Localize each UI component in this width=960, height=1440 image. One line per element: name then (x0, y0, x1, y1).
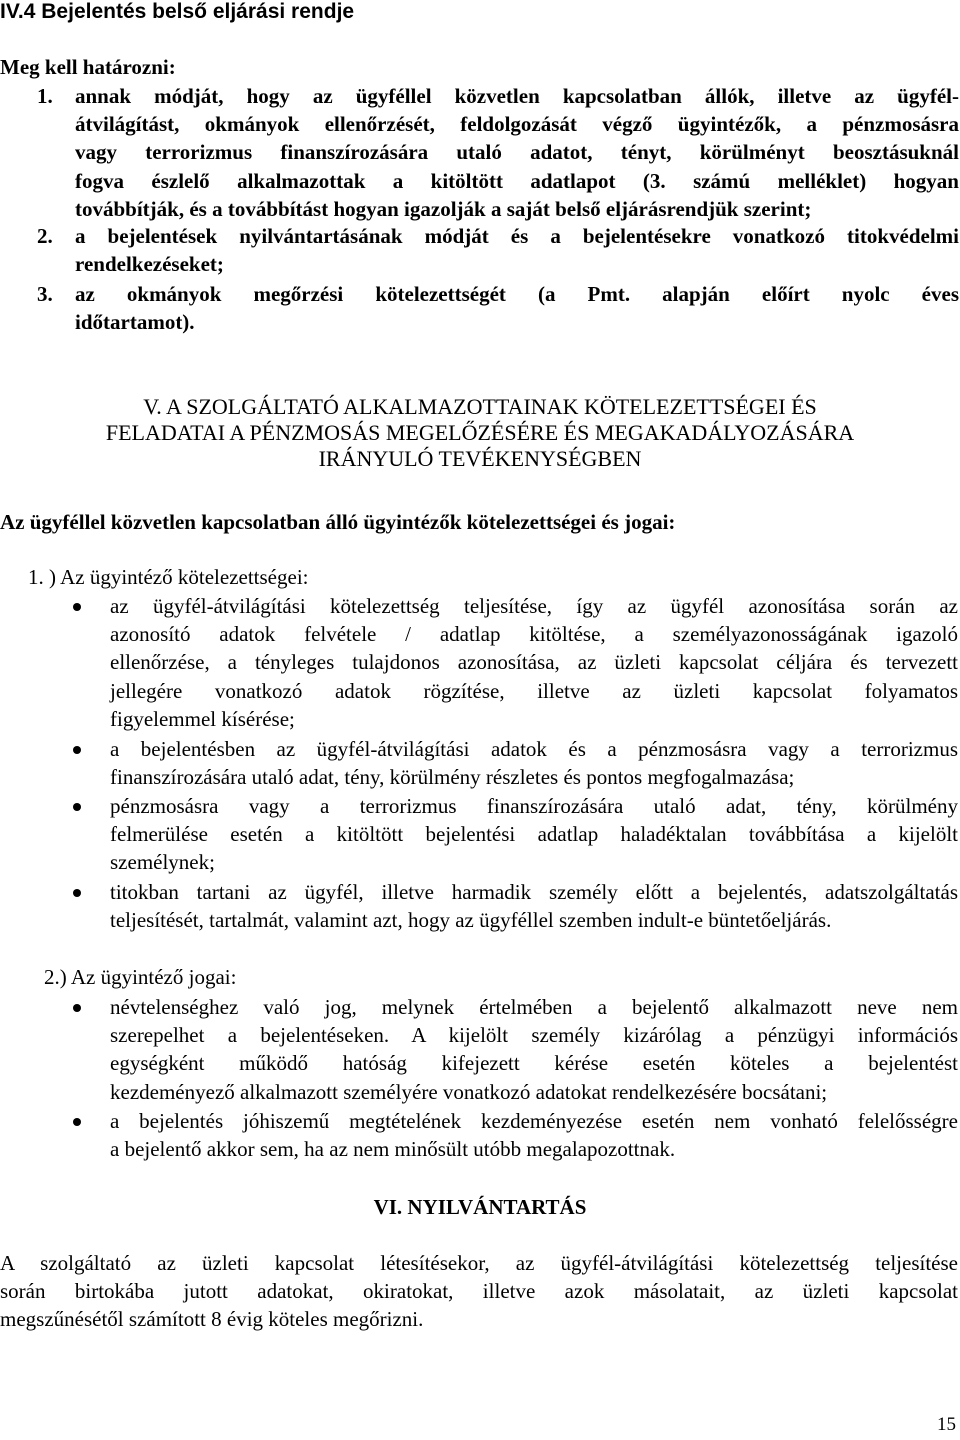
item-number: 2. (37, 224, 53, 248)
text-line: időtartamot). (75, 310, 195, 335)
title-line: V. A SZOLGÁLTATÓ ALKALMAZOTTAINAK KÖTELEZETTSÉGEI ÉS (143, 394, 817, 419)
bullet-icon (73, 746, 81, 754)
bullet-icon (73, 1004, 81, 1012)
item-number: 1. (37, 84, 53, 108)
text-line: figyelemmel kísérése; (110, 706, 295, 731)
text-line: azonosító adatok felvétele / adatlap kitöltése, a személyazonosságának igazoló (110, 622, 958, 647)
bullet-icon (73, 603, 81, 611)
section-vi-title: VI. NYILVÁNTARTÁS (373, 1195, 587, 1219)
duty-item (110, 792, 958, 877)
text-line: személynek; (110, 850, 215, 875)
section-v-title (0, 394, 960, 472)
text-line: a bejelentő akkor sem, ha az nem minősült utóbb megalapozottnak. (110, 1137, 676, 1162)
text-line: annak módját, hogy az ügyféllel közvetlen kapcsolatban állók, illetve az ügyfél- (75, 84, 959, 108)
title-line: FELADATAI A PÉNZMOSÁS MEGELŐZÉSÉRE ÉS MEGAKADÁLYOZÁSÁRA (105, 420, 855, 445)
text-line: során birtokába jutott adatokat, okiratokat, illetve azok másolatait, az üzleti kapcsolat (0, 1279, 958, 1304)
duty-item (110, 735, 958, 791)
text-line: az ügyfél-átvilágítási kötelezettség teljesítése, így az ügyfél azonosítása során az (110, 594, 958, 618)
text-line: pénzmosásra vagy a terrorizmus finanszírozására utaló adat, tény, körülmény (110, 794, 958, 818)
text-line: a bejelentések nyilvántartásának módját és a bejelentésekre vonatkozó titokvédelmi (75, 224, 959, 248)
text-line: átvilágítást, okmányok ellenőrzését, feldolgozását végző ügyintézők, a pénzmosásra (75, 112, 959, 137)
text-line: szerepelhet a bejelentéseken. A kijelölt személy kizárólag a pénzügyi információs (110, 1023, 958, 1048)
text-line: továbbítják, és a továbbítást hogyan igazolják a saját belső eljárásrendjük szerint; (75, 196, 812, 221)
duty-item (110, 878, 958, 934)
item-text (75, 222, 959, 278)
duty-item (110, 592, 958, 733)
right-item (110, 1107, 958, 1163)
duties-heading: 1. ) Az ügyintéző kötelezettségei: (28, 565, 309, 589)
text-line: vagy terrorizmus finanszírozására utaló adatot, tényt, körülményt beosztásuknál (75, 140, 959, 165)
section-v-subtitle: Az ügyféllel közvetlen kapcsolatban álló ügyintézők kötelezettségei és jogai: (0, 510, 676, 534)
text-line: az okmányok megőrzési kötelezettségét (a Pmt. alapján előírt nyolc éves (75, 282, 959, 306)
text-line: teljesítését, tartalmát, valamint azt, hogy az ügyféllel szemben indult-e büntetőeljárás. (110, 908, 832, 933)
text-line: ellenőrzése, a tényleges tulajdonos azonosítása, az üzleti kapcsolat céljára és tervezett (110, 650, 958, 675)
item-text (75, 82, 959, 223)
text-line: a bejelentés jóhiszemű megtételének kezdeményezése esetén nem vonható felelősségre (110, 1109, 958, 1133)
bullet-icon (73, 889, 81, 897)
text-line: a bejelentésben az ügyfél-átvilágítási adatok és a pénzmosásra vagy a terrorizmus (110, 737, 958, 761)
bullet-icon (73, 1118, 81, 1126)
text-line: titokban tartani az ügyfél, illetve harmadik személy előtt a bejelentés, adatszolgáltatás (110, 880, 958, 904)
text-line: fogva észlelő alkalmazottak a kitöltött adatlapot (3. számú melléklet) hogyan (75, 168, 959, 193)
section-heading: IV.4 Bejelentés belső eljárási rendje (0, 0, 355, 23)
text-line: finanszírozására utaló adat, tény, körülmény részletes és pontos megfogalmazása; (110, 765, 795, 790)
item-number: 3. (37, 282, 53, 306)
text-line: megszűnésétől számított 8 évig köteles megőrizni. (0, 1307, 424, 1332)
bullet-icon (73, 803, 81, 811)
text-line: jellegére vonatkozó adatok rögzítése, illetve az üzleti kapcsolat folyamatos (110, 678, 958, 703)
text-line: rendelkezéseket; (75, 252, 224, 277)
section-vi-paragraph (0, 1249, 958, 1334)
text-line: egységként működő hatóság kifejezett kérése esetén köteles a bejelentést (110, 1051, 958, 1076)
rights-heading: 2.) Az ügyintéző jogai: (44, 965, 237, 989)
item-text (75, 280, 959, 336)
text-line: névtelenséghez való jog, melynek értelmében a bejelentő alkalmazott neve nem (110, 995, 958, 1019)
right-item (110, 993, 958, 1106)
text-line: felmerülése esetén a kitöltött bejelentési adatlap haladéktalan továbbítása a kijelölt (110, 822, 958, 847)
page-number: 15 (937, 1414, 956, 1435)
text-line: kezdeményező alkalmazott személyére vonatkozó adatokat rendelkezésére bocsátani; (110, 1079, 828, 1104)
text-line: A szolgáltató az üzleti kapcsolat létesítésekor, az ügyfél-átvilágítási kötelezettség teljesítése (0, 1251, 958, 1275)
intro-text: Meg kell határozni: (0, 55, 176, 79)
title-line: IRÁNYULÓ TEVÉKENYSÉGBEN (318, 446, 642, 471)
